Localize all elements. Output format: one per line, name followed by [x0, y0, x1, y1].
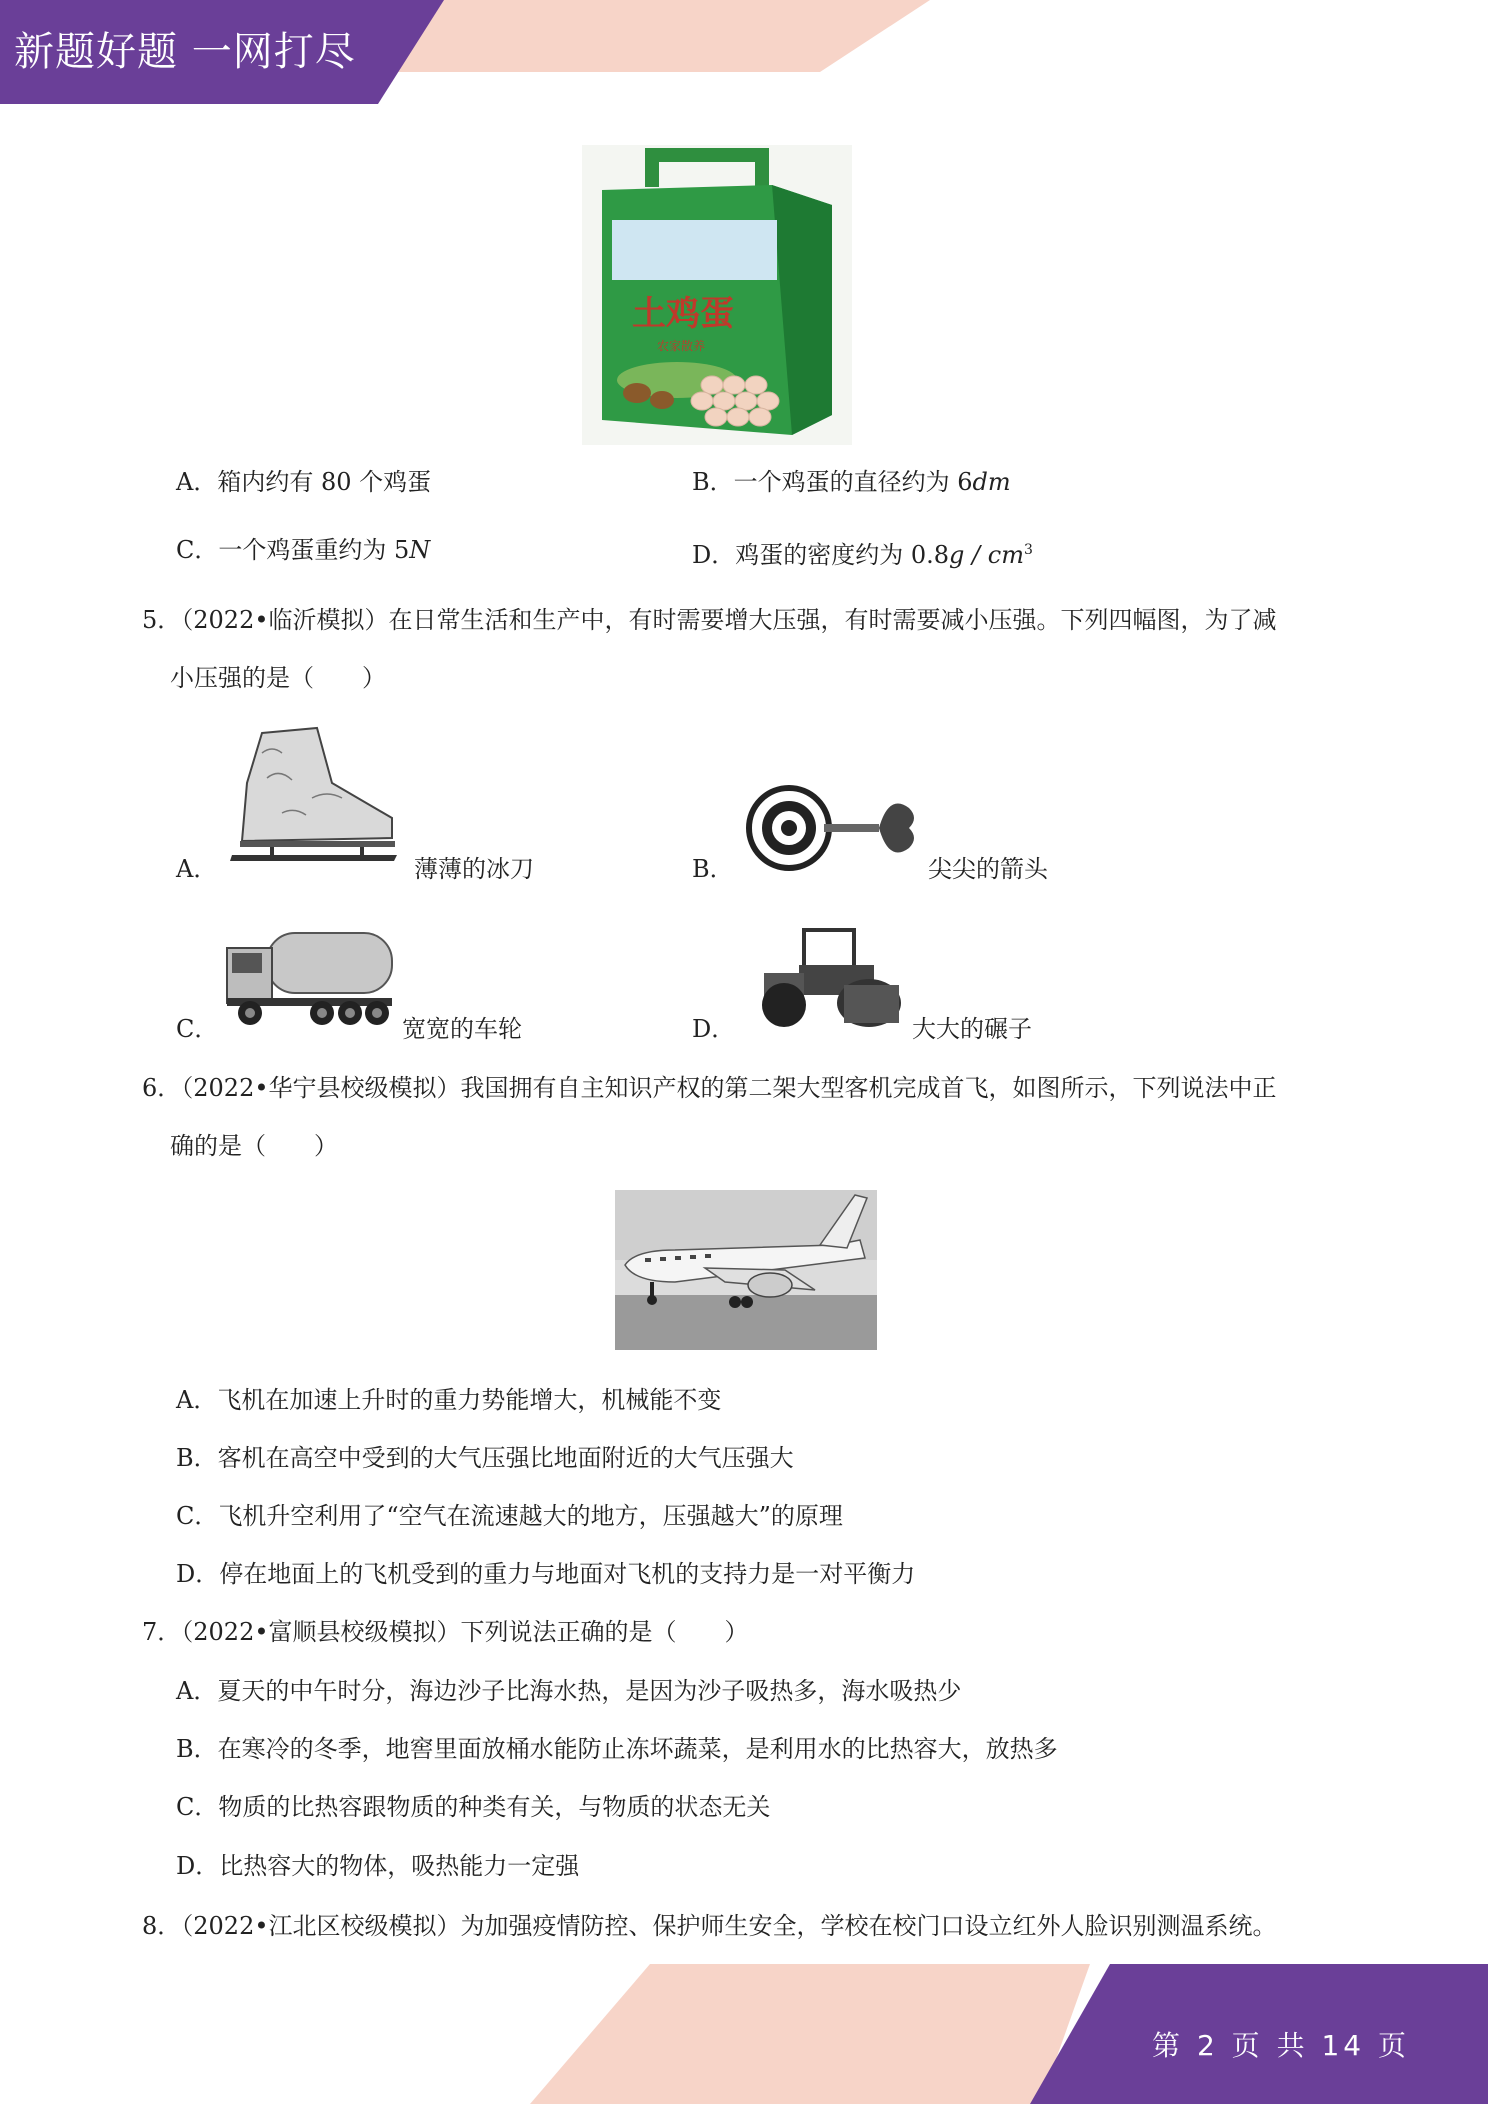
q4-option-a: A．箱内约有 80 个鸡蛋: [176, 468, 432, 496]
q4-option-d: D．鸡蛋的密度约为 $0.8g / cm^3$: [692, 541, 1033, 569]
q5-option-d-caption: 大大的碾子: [912, 1015, 1032, 1043]
q6-option-d: D．停在地面上的飞机受到的重力与地面对飞机的支持力是一对平衡力: [176, 1560, 916, 1588]
q7-option-c: C．物质的比热容跟物质的种类有关，与物质的状态无关: [176, 1793, 771, 1821]
q5-option-c-caption: 宽宽的车轮: [402, 1015, 522, 1043]
road-roller-image: [744, 925, 909, 1030]
q7-stem: 7．（2022•富顺县校级模拟）下列说法正确的是（ ）: [142, 1618, 749, 1646]
q6-stem-line2: 确的是（ ）: [170, 1132, 338, 1160]
q6-option-b: B．客机在高空中受到的大气压强比地面附近的大气压强大: [176, 1444, 794, 1472]
q5-option-a-caption: 薄薄的冰刀: [414, 855, 534, 883]
q8-stem: 8．（2022•江北区校级模拟）为加强疫情防控、保护师生安全，学校在校门口设立红外人脸识别测温系统。: [142, 1912, 1277, 1940]
q6-option-a: A．飞机在加速上升时的重力势能增大，机械能不变: [176, 1386, 722, 1414]
q5-stem-line2: 小压强的是（ ）: [170, 664, 386, 692]
q5-option-d-letter: D．: [692, 1015, 736, 1043]
page-number: 第 2 页 共 14 页: [1152, 2029, 1410, 2062]
airplane-image: [615, 1190, 877, 1350]
q4-option-b: B．一个鸡蛋的直径约为 6dm: [692, 468, 1011, 496]
q5-option-c-letter: C．: [176, 1015, 219, 1043]
egg-box-image: [582, 145, 852, 445]
q7-option-b: B．在寒冷的冬季，地窖里面放桶水能防止冻坏蔬菜，是利用水的比热容大，放热多: [176, 1735, 1058, 1763]
q4-option-c: C．一个鸡蛋重约为 5N: [176, 536, 431, 564]
q6-option-c: C．飞机升空利用了“空气在流速越大的地方，压强越大”的原理: [176, 1502, 843, 1530]
q6-stem-line1: 6．（2022•华宁县校级模拟）我国拥有自主知识产权的第二架大型客机完成首飞，如图所示，下列说法中正: [142, 1074, 1277, 1102]
q5-option-a-letter: A．: [176, 855, 218, 883]
header-brand-title: 新题好题 一网打尽: [14, 29, 356, 75]
q7-option-d: D．比热容大的物体，吸热能力一定强: [176, 1852, 580, 1880]
tanker-truck-image: [222, 918, 397, 1028]
ice-skate-image: [222, 723, 402, 873]
q5-option-b-caption: 尖尖的箭头: [928, 855, 1048, 883]
arrow-target-image: [744, 778, 924, 878]
q5-stem-line1: 5．（2022•临沂模拟）在日常生活和生产中，有时需要增大压强，有时需要减小压强。下列四幅图，为了减: [142, 606, 1277, 634]
egg-box-sublabel: 农家散养: [657, 339, 706, 353]
egg-box-label: 土鸡蛋: [632, 294, 734, 334]
q7-option-a: A．夏天的中午时分，海边沙子比海水热，是因为沙子吸热多，海水吸热少: [176, 1677, 962, 1705]
q5-option-b-letter: B．: [692, 855, 734, 883]
